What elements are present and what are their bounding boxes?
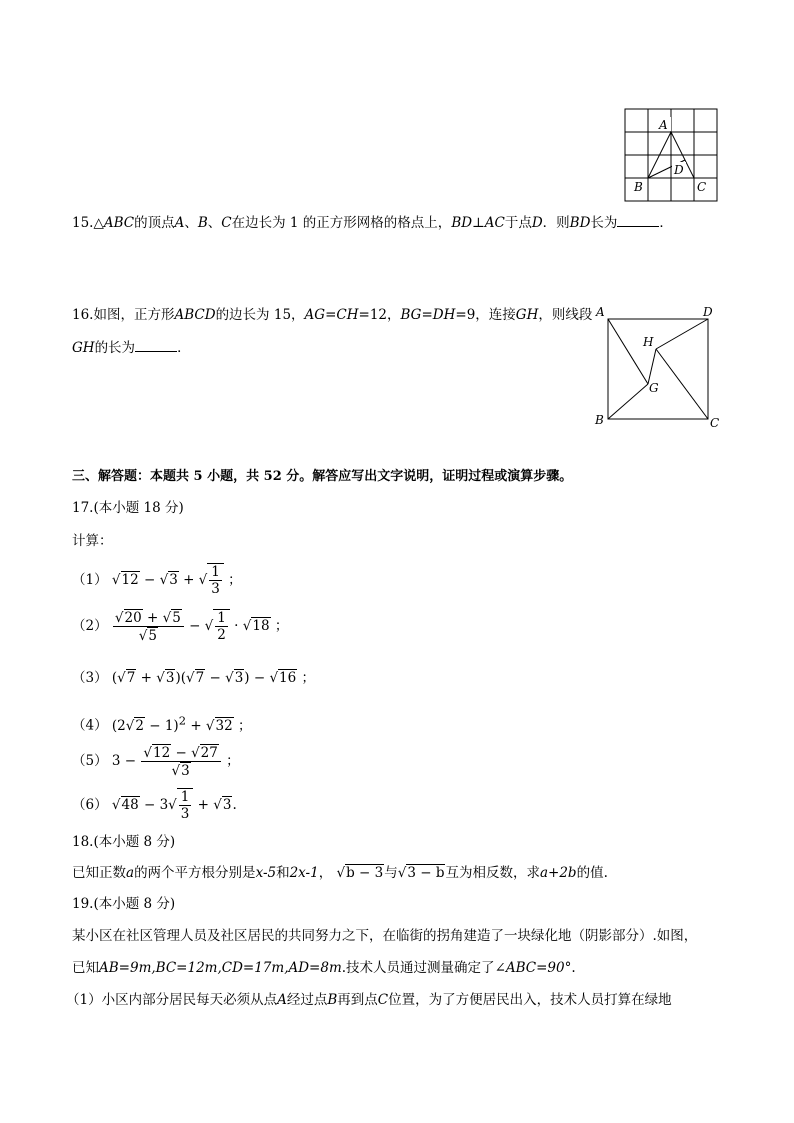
q16-label-g: G	[649, 381, 659, 395]
q17-item-3: （3） (√7 + √3)(√7 − √3) − √16 ；	[72, 670, 316, 686]
q19-line-3: （1）小区内部分居民每天必须从点A经过点B再到点C位置，为了方便居民出入，技术人员打算在绿地	[66, 992, 672, 1008]
q17-header: 17.(本小题 18 分)	[72, 500, 184, 516]
q17-item-6: （6） √48 − 3√ $\frac{1}{3}$ + √3.	[72, 789, 237, 822]
q15-label-b: B	[634, 180, 643, 194]
q15-question: 15.△ABC的顶点A、B、C在边长为 1 的正方形网格的格点上，BD⊥AC于点D．则BD长为 ．	[72, 212, 673, 233]
q16-question-line1: 16.如图，正方形ABCD的边长为 15，AG=CH=12，BG=DH=9，连接GH，则线段	[72, 307, 593, 323]
q16-label-h: H	[643, 335, 654, 349]
q17-intro: 计算：	[72, 533, 113, 549]
q19-line-2: 已知AB=9m,BC=12m,CD=17m,AD=8m.技术人员通过测量确定了∠ABC=90°.	[72, 960, 576, 976]
q19-header: 19.(本小题 8 分)	[72, 896, 176, 912]
q18-header: 18.(本小题 8 分)	[72, 834, 176, 850]
q15-grid-figure	[624, 108, 719, 203]
q16-square-figure	[590, 302, 725, 432]
q16-label-d: D	[703, 305, 713, 319]
q15-label-d: D	[674, 163, 684, 177]
q19-line-1: 某小区在社区管理人员及社区居民的共同努力之下，在临街的拐角建造了一块绿化地（阴影部分）.如图，	[72, 928, 698, 944]
section3-heading: 三、解答题：本题共 5 小题，共 52 分。解答应写出文字说明，证明过程或演算步骤。	[72, 469, 573, 484]
q16-label-b: B	[595, 413, 604, 427]
q15-label-a: A	[659, 118, 668, 132]
q18-question: 已知正数a的两个平方根分别是x-5和2x-1， √b − 3与√3 − b互为相反数，求a+2b的值.	[72, 865, 608, 881]
q17-item-2: （2） $\frac{√20 + √5}{√5}$ − √ $\frac{1}{2}$ · √18 ；	[72, 610, 289, 644]
q16-answer-blank[interactable]	[135, 337, 177, 352]
q15-label-c: C	[697, 180, 707, 194]
q17-item-5: （5） 3 − $\frac{√12 - √27}{√3}$ ；	[72, 745, 240, 779]
q17-item-1: （1） √12 − √3 + √ $\frac{1}{3}$ ；	[72, 564, 242, 597]
q15-answer-blank[interactable]	[617, 212, 659, 227]
q17-item-4: （4） $(2√2 - 1)^2 + √32$ ；	[72, 713, 252, 734]
q16-label-c: C	[710, 416, 720, 430]
q16-question-line2: GH的长为 ．	[72, 337, 191, 358]
q16-label-a: A	[596, 305, 605, 319]
